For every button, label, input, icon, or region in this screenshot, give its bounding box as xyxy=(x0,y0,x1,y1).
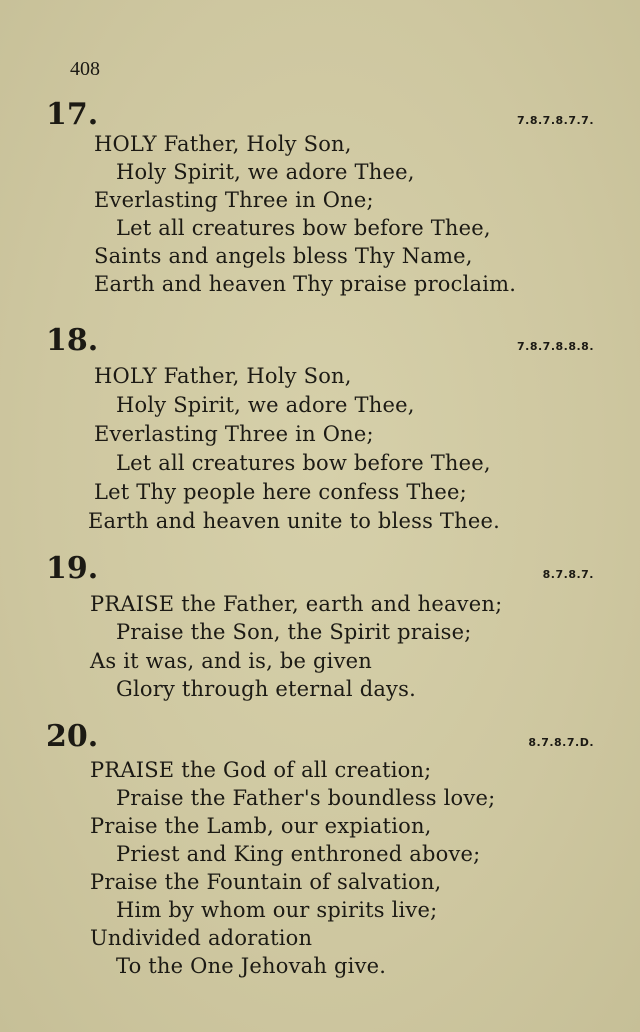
verse-line: Priest and King enthroned above; xyxy=(116,842,481,866)
verse-line: As it was, and is, be given xyxy=(90,649,372,673)
verse-line: Earth and heaven Thy praise proclaim. xyxy=(94,272,517,296)
hymn-number: 19. xyxy=(46,551,99,586)
verse-line: Him by whom our spirits live; xyxy=(116,898,438,922)
page-number: 408 xyxy=(70,58,100,80)
verse-line: To the One Jehovah give. xyxy=(116,954,387,978)
verse-line: HOLY Father, Holy Son, xyxy=(94,364,352,388)
verse-line: Praise the Son, the Spirit praise; xyxy=(116,620,472,644)
verse-line: Everlasting Three in One; xyxy=(94,422,374,446)
verse-line: Earth and heaven unite to bless Thee. xyxy=(88,509,500,533)
verse-line: Praise the Father's boundless love; xyxy=(116,786,496,810)
verse-line: PRAISE the Father, earth and heaven; xyxy=(90,592,503,616)
hymn-meter: 8.7.8.7.D. xyxy=(528,736,594,749)
verse-line: HOLY Father, Holy Son, xyxy=(94,132,352,156)
verse-line: Undivided adoration xyxy=(90,926,313,950)
verse-line: Holy Spirit, we adore Thee, xyxy=(116,160,415,184)
verse-line: PRAISE the God of all creation; xyxy=(90,758,432,782)
hymn-number: 17. xyxy=(46,97,99,132)
hymn-meter: 7.8.7.8.8.8. xyxy=(517,340,594,353)
verse-line: Holy Spirit, we adore Thee, xyxy=(116,393,415,417)
hymn-number: 18. xyxy=(46,323,99,358)
verse-line: Praise the Fountain of salvation, xyxy=(90,870,442,894)
verse-line: Glory through eternal days. xyxy=(116,677,416,701)
verse-line: Saints and angels bless Thy Name, xyxy=(94,244,473,268)
verse-line: Let Thy people here confess Thee; xyxy=(94,480,467,504)
hymn-number: 20. xyxy=(46,719,99,754)
verse-line: Let all creatures bow before Thee, xyxy=(116,216,491,240)
verse-line: Everlasting Three in One; xyxy=(94,188,374,212)
hymn-meter: 8.7.8.7. xyxy=(542,568,594,581)
verse-line: Let all creatures bow before Thee, xyxy=(116,451,491,475)
verse-line: Praise the Lamb, our expiation, xyxy=(90,814,432,838)
hymn-meter: 7.8.7.8.7.7. xyxy=(517,114,594,127)
